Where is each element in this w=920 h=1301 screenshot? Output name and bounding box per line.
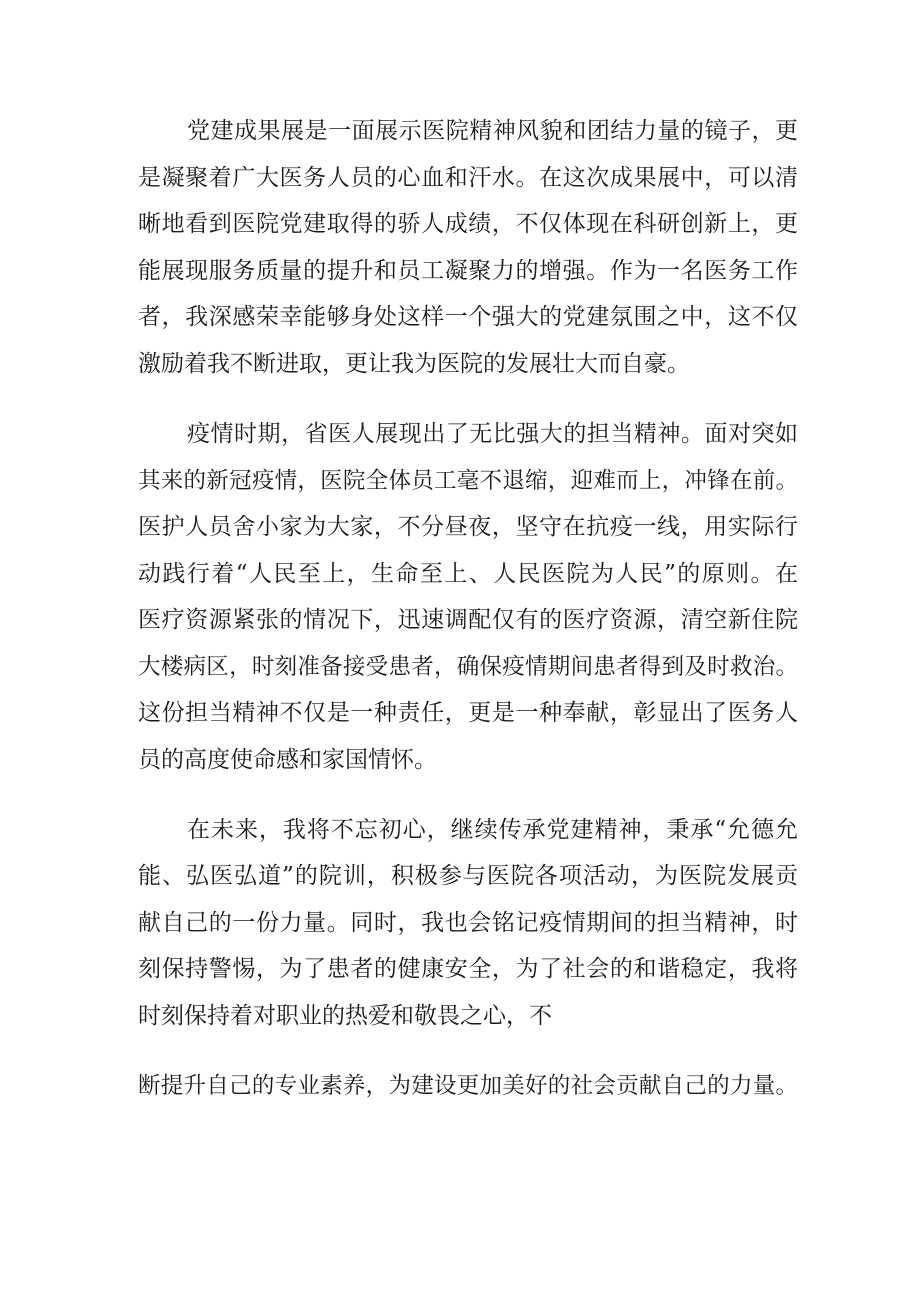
paragraph-2-line-3: 医护人员舍小家为大家，不分昼夜，坚守在抗疫一线，用实际行 <box>138 514 798 540</box>
paragraph-3-line-1: 在未来，我将不忘初心，继续传承党建精神，秉承“允德允 <box>187 817 798 843</box>
paragraph-2-line-1: 疫情时期，省医人展现出了无比强大的担当精神。面对突如 <box>187 421 798 447</box>
paragraph-2-line-5: 医疗资源紧张的情况下，迅速调配仅有的医疗资源，清空新住院 <box>138 607 798 633</box>
paragraph-2-line-7: 这份担当精神不仅是一种责任，更是一种奉献，彰显出了医务人 <box>138 700 798 726</box>
paragraph-1-line-4: 能展现服务质量的提升和员工凝聚力的增强。作为一名医务工作 <box>138 258 798 284</box>
paragraph-2-line-8: 员的高度使命感和家国情怀。 <box>138 747 437 773</box>
paragraph-3-line-2: 能、弘医弘道”的院训，积极参与医院各项活动，为医院发展贡 <box>138 863 798 889</box>
paragraph-1-line-1: 党建成果展是一面展示医院精神风貌和团结力量的镜子，更 <box>187 118 798 144</box>
paragraph-2-line-4: 动践行着“人民至上，生命至上、人民医院为人民”的原则。在 <box>138 561 798 587</box>
paragraph-3-line-5: 时刻保持着对职业的热爱和敬畏之心，不 <box>138 1003 552 1029</box>
paragraph-1-line-3: 晰地看到医院党建取得的骄人成绩，不仅体现在科研创新上，更 <box>138 211 798 237</box>
paragraph-3-line-4: 刻保持警惕，为了患者的健康安全，为了社会的和谐稳定，我将 <box>138 956 798 982</box>
paragraph-1-line-6: 激励着我不断进取，更让我为医院的发展壮大而自豪。 <box>138 351 690 377</box>
paragraph-1-line-5: 者，我深感荣幸能够身处这样一个强大的党建氛围之中，这不仅 <box>138 304 798 330</box>
paragraph-2-line-6: 大楼病区，时刻准备接受患者，确保疫情期间患者得到及时救治。 <box>138 654 798 680</box>
paragraph-1-line-2: 是凝聚着广大医务人员的心血和汗水。在这次成果展中，可以清 <box>138 165 798 191</box>
paragraph-3-line-3: 献自己的一份力量。同时，我也会铭记疫情期间的担当精神，时 <box>138 910 798 936</box>
paragraph-4-line-1: 断提升自己的专业素养，为建设更加美好的社会贡献自己的力量。 <box>138 1073 798 1099</box>
paragraph-2-line-2: 其来的新冠疫情，医院全体员工毫不退缩，迎难而上，冲锋在前。 <box>138 468 798 494</box>
